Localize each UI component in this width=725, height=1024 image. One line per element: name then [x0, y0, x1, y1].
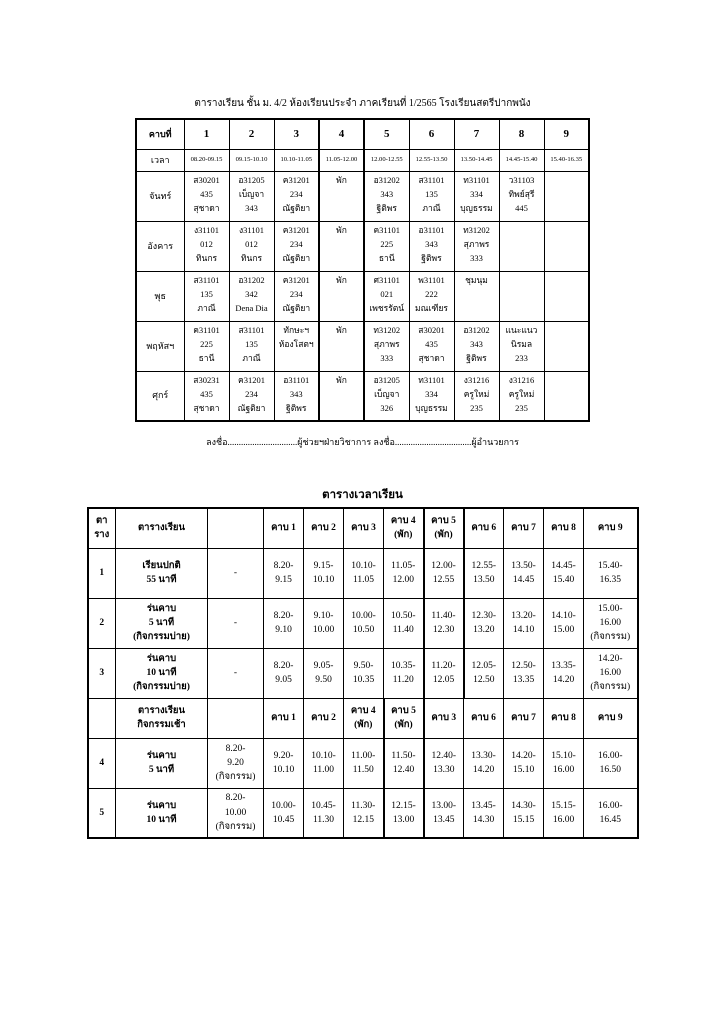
schedule-number: 4 — [88, 738, 116, 788]
schedule-row — [88, 788, 638, 838]
time-table-title: ตารางเวลาเรียน — [322, 489, 403, 501]
period-time-cell: 9.15- 10.10 — [304, 548, 344, 598]
period-header-cell: คาบ 2 — [304, 698, 344, 738]
period-number: 5 — [364, 119, 409, 149]
period-time-cell: 10.00- 10.45 — [264, 788, 304, 838]
period-time-cell: 9.20- 10.10 — [264, 738, 304, 788]
subject-cell — [544, 271, 589, 321]
subject-cell: ท31101 334 บุญธรรม — [409, 371, 454, 421]
period-time-cell: 8.20- 9.15 — [264, 548, 304, 598]
period-time-cell: 11.50- 12.40 — [384, 738, 424, 788]
subject-cell: ส31101 135 ภาณี — [229, 321, 274, 371]
schedule-activity-cell: 8.20- 9.20 (กิจกรรม) — [208, 738, 264, 788]
period-time-cell: 10.10- 11.00 — [304, 738, 344, 788]
schedule-label: ร่นคาบ 10 นาที — [116, 788, 208, 838]
subject-cell: ง31101 012 ทินกร — [184, 221, 229, 271]
period-header-cell: คาบ 4 (พัก) — [384, 508, 424, 548]
subject-cell: อ31101 343 ฐิติพร — [409, 221, 454, 271]
period-time-cell: 8.20- 9.05 — [264, 648, 304, 698]
period-number: 6 — [409, 119, 454, 149]
period-time-cell: 14.20- 16.00 (กิจกรรม) — [584, 648, 638, 698]
time-row — [136, 149, 589, 171]
schedule-corner: ตา ราง — [88, 508, 116, 548]
subject-cell: ท31202 สุภาพร 333 — [454, 221, 499, 271]
day-row — [136, 221, 589, 271]
schedule-number: 5 — [88, 788, 116, 838]
subject-cell: ง31216 ครูใหม่ 235 — [454, 371, 499, 421]
period-time-cell: 11.00- 11.50 — [344, 738, 384, 788]
schedule-label: ตารางเรียน — [116, 508, 208, 548]
subject-cell: พัก — [319, 221, 364, 271]
time-table — [87, 507, 639, 839]
subject-cell: พัก — [319, 321, 364, 371]
period-time-cell: 14.20- 15.10 — [504, 738, 544, 788]
subject-cell: อ31101 343 ฐิติพร — [274, 371, 319, 421]
schedule-activity-cell: 8.20- 10.00 (กิจกรรม) — [208, 788, 264, 838]
schedule-label: ตารางเรียน กิจกรรมเช้า — [116, 698, 208, 738]
subject-cell: ส30231 435 สุชาดา — [184, 371, 229, 421]
subject-cell: ง31101 012 ทินกร — [229, 221, 274, 271]
period-header-cell: คาบ 6 — [464, 698, 504, 738]
period-time-cell: 12.55- 13.50 — [464, 548, 504, 598]
subject-cell — [544, 321, 589, 371]
subject-cell: ศ31101 021 เพชรรัตน์ — [364, 271, 409, 321]
period-time-cell: 10.10- 11.05 — [344, 548, 384, 598]
schedule-header-row — [88, 698, 638, 738]
subject-cell: ค31201 234 ณัฐติยา — [274, 171, 319, 221]
day-row — [136, 171, 589, 221]
period-time-cell: 14.45- 15.40 — [544, 548, 584, 598]
schedule-corner — [88, 698, 116, 738]
period-time-cell: 13.45- 14.30 — [464, 788, 504, 838]
day-row — [136, 321, 589, 371]
period-time-cell: 12.15- 13.00 — [384, 788, 424, 838]
period-time-cell: 12.05- 12.50 — [464, 648, 504, 698]
time-cell: 12.00-12.55 — [364, 149, 409, 171]
period-header-cell: คาบ 3 — [424, 698, 464, 738]
period-number: 3 — [274, 119, 319, 149]
period-header-cell: คาบ 8 — [544, 698, 584, 738]
period-time-cell: 10.45- 11.30 — [304, 788, 344, 838]
time-cell: 15.40-16.35 — [544, 149, 589, 171]
period-header-label: คาบที่ — [136, 119, 184, 149]
period-header-cell: คาบ 4 (พัก) — [344, 698, 384, 738]
period-header-cell: คาบ 8 — [544, 508, 584, 548]
schedule-number: 2 — [88, 598, 116, 648]
day-label: พฤหัสฯ — [136, 321, 184, 371]
period-header-cell: คาบ 6 — [464, 508, 504, 548]
period-header-cell: คาบ 9 — [584, 698, 638, 738]
schedule-activity-cell: - — [208, 598, 264, 648]
schedule-label: ร่นคาบ 10 นาที (กิจกรรมบ่าย) — [116, 648, 208, 698]
subject-cell: ส30201 435 สุชาดา — [184, 171, 229, 221]
period-time-cell: 11.30- 12.15 — [344, 788, 384, 838]
period-time-cell: 15.10- 16.00 — [544, 738, 584, 788]
period-time-cell: 10.00- 10.50 — [344, 598, 384, 648]
period-time-cell: 13.50- 14.45 — [504, 548, 544, 598]
subject-cell: ท31202 สุภาพร 333 — [364, 321, 409, 371]
subject-cell: พ31101 222 มณเฑียร — [409, 271, 454, 321]
period-header-cell: คาบ 3 — [344, 508, 384, 548]
signature-line: ลงชื่อ...............................ผู้ช่วยฯฝ่ายวิชาการ ลงชื่อ..................................ผู้อำนวยการ — [206, 437, 519, 447]
period-time-cell: 13.20- 14.10 — [504, 598, 544, 648]
subject-cell: ว31103 ทิพย์สุรี 445 — [499, 171, 544, 221]
period-number: 7 — [454, 119, 499, 149]
class-timetable-title: ตารางเรียน ชั้น ม. 4/2 ห้องเรียนประจำ ภาคเรียนที่ 1/2565 โรงเรียนสตรีปากพนัง — [194, 98, 531, 109]
day-label: พุธ — [136, 271, 184, 321]
period-time-cell: 12.40- 13.30 — [424, 738, 464, 788]
schedule-number: 3 — [88, 648, 116, 698]
period-header-cell: คาบ 5 (พัก) — [384, 698, 424, 738]
subject-cell: ค31201 234 ณัฐติยา — [274, 221, 319, 271]
period-time-cell: 10.35- 11.20 — [384, 648, 424, 698]
period-number: 9 — [544, 119, 589, 149]
subject-cell: ส30201 435 สุชาดา — [409, 321, 454, 371]
subject-cell: ชุมนุม — [454, 271, 499, 321]
period-time-cell: 15.15- 16.00 — [544, 788, 584, 838]
period-time-cell: 15.40- 16.35 — [584, 548, 638, 598]
schedule-activity-cell — [208, 508, 264, 548]
period-time-cell: 16.00- 16.50 — [584, 738, 638, 788]
subject-cell: ค31101 225 ธานี — [364, 221, 409, 271]
period-time-cell: 14.10- 15.00 — [544, 598, 584, 648]
period-header-cell: คาบ 5 (พัก) — [424, 508, 464, 548]
subject-cell: ส31101 135 ภาณี — [184, 271, 229, 321]
period-header-cell: คาบ 2 — [304, 508, 344, 548]
period-time-cell: 9.50- 10.35 — [344, 648, 384, 698]
time-cell: 14.45-15.40 — [499, 149, 544, 171]
subject-cell — [544, 171, 589, 221]
period-time-cell: 11.20- 12.05 — [424, 648, 464, 698]
schedule-row — [88, 598, 638, 648]
period-header-cell: คาบ 9 — [584, 508, 638, 548]
subject-cell: อ31202 343 ฐิติพร — [364, 171, 409, 221]
day-row — [136, 371, 589, 421]
subject-cell: ง31216 ครูใหม่ 235 — [499, 371, 544, 421]
day-label: จันทร์ — [136, 171, 184, 221]
schedule-row — [88, 738, 638, 788]
subject-cell: แนะแนว นิรมล 233 — [499, 321, 544, 371]
period-number: 8 — [499, 119, 544, 149]
period-time-cell: 13.35- 14.20 — [544, 648, 584, 698]
schedule-row — [88, 648, 638, 698]
period-time-cell: 12.00- 12.55 — [424, 548, 464, 598]
period-number: 1 — [184, 119, 229, 149]
time-cell: 10.10-11.05 — [274, 149, 319, 171]
period-time-cell: 13.00- 13.45 — [424, 788, 464, 838]
subject-cell: อ31205 เบ็ญจา 326 — [364, 371, 409, 421]
period-time-cell: 11.40- 12.30 — [424, 598, 464, 648]
period-number: 4 — [319, 119, 364, 149]
time-cell: 13.50-14.45 — [454, 149, 499, 171]
period-time-cell: 16.00- 16.45 — [584, 788, 638, 838]
subject-cell: ค31101 225 ธานี — [184, 321, 229, 371]
day-row — [136, 271, 589, 321]
class-timetable — [135, 118, 590, 422]
subject-cell: พัก — [319, 271, 364, 321]
period-header-cell: คาบ 1 — [264, 508, 304, 548]
period-time-cell: 10.50- 11.40 — [384, 598, 424, 648]
day-label: ศุกร์ — [136, 371, 184, 421]
period-time-cell: 13.30- 14.20 — [464, 738, 504, 788]
subject-cell: อ31202 343 ฐิติพร — [454, 321, 499, 371]
period-time-cell: 14.30- 15.15 — [504, 788, 544, 838]
subject-cell: อ31202 342 Dena Dia — [229, 271, 274, 321]
schedule-number: 1 — [88, 548, 116, 598]
schedule-row — [88, 548, 638, 598]
period-time-cell: 8.20- 9.10 — [264, 598, 304, 648]
subject-cell — [544, 371, 589, 421]
period-header-row — [136, 119, 589, 149]
period-header-cell: คาบ 1 — [264, 698, 304, 738]
period-time-cell: 12.50- 13.35 — [504, 648, 544, 698]
schedule-header-row — [88, 508, 638, 548]
period-time-cell: 15.00- 16.00 (กิจกรรม) — [584, 598, 638, 648]
subject-cell: พัก — [319, 371, 364, 421]
schedule-label: เรียนปกติ 55 นาที — [116, 548, 208, 598]
period-number: 2 — [229, 119, 274, 149]
schedule-label: ร่นคาบ 5 นาที — [116, 738, 208, 788]
subject-cell: ท31101 334 บุญธรรม — [454, 171, 499, 221]
day-label: อังคาร — [136, 221, 184, 271]
time-cell: 11.05-12.00 — [319, 149, 364, 171]
schedule-label: ร่นคาบ 5 นาที (กิจกรรมบ่าย) — [116, 598, 208, 648]
subject-cell — [499, 271, 544, 321]
schedule-activity-cell — [208, 698, 264, 738]
period-header-cell: คาบ 7 — [504, 508, 544, 548]
schedule-activity-cell: - — [208, 648, 264, 698]
period-time-cell: 11.05- 12.00 — [384, 548, 424, 598]
time-label: เวลา — [136, 149, 184, 171]
period-time-cell: 9.05- 9.50 — [304, 648, 344, 698]
subject-cell: ส31101 135 ภาณี — [409, 171, 454, 221]
period-time-cell: 9.10- 10.00 — [304, 598, 344, 648]
period-header-cell: คาบ 7 — [504, 698, 544, 738]
subject-cell — [544, 221, 589, 271]
period-time-cell: 12.30- 13.20 — [464, 598, 504, 648]
time-cell: 12.55-13.50 — [409, 149, 454, 171]
time-cell: 09.15-10.10 — [229, 149, 274, 171]
subject-cell: พัก — [319, 171, 364, 221]
subject-cell: ค31201 234 ณัฐติยา — [274, 271, 319, 321]
time-cell: 08.20-09.15 — [184, 149, 229, 171]
subject-cell — [499, 221, 544, 271]
subject-cell: อ31205 เบ็ญจา 343 — [229, 171, 274, 221]
subject-cell: ค31201 234 ณัฐติยา — [229, 371, 274, 421]
schedule-activity-cell: - — [208, 548, 264, 598]
subject-cell: ทักษะฯ ห้องโสตฯ — [274, 321, 319, 371]
